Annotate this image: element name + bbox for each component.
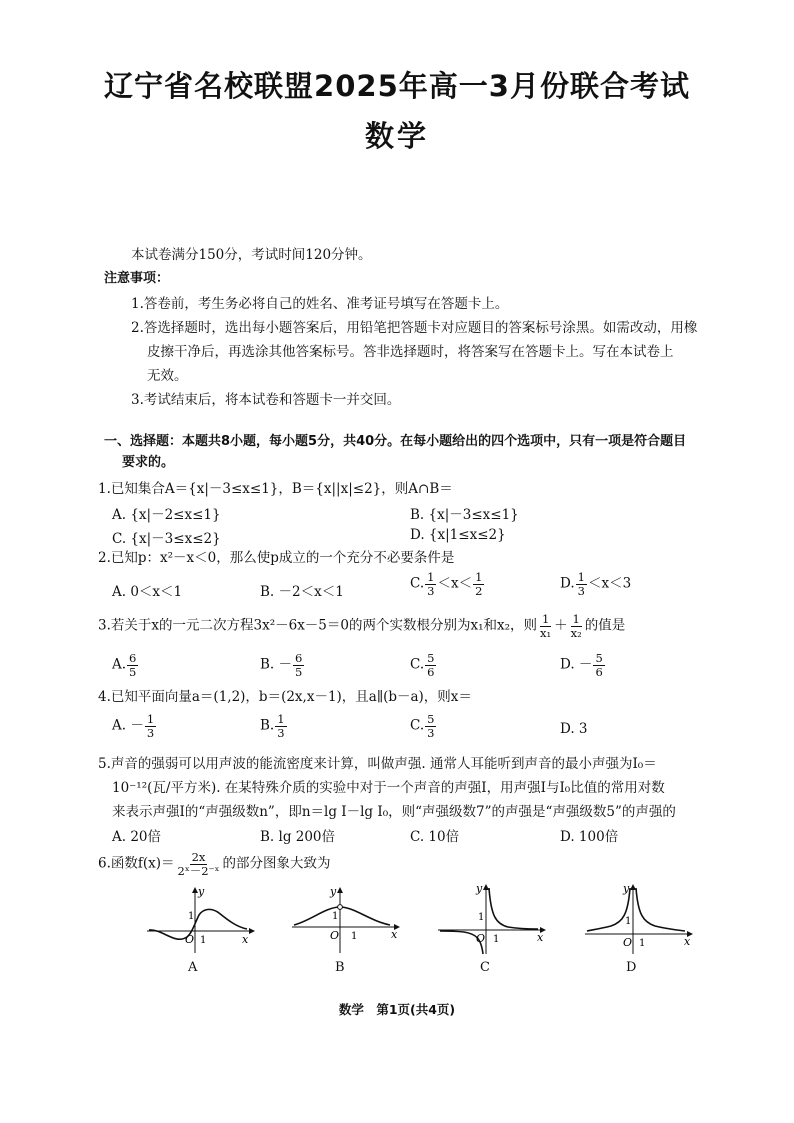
q3-a-den: 5: [129, 664, 137, 679]
q3-frac2-num: 1: [572, 612, 580, 626]
q3-d-frac: [593, 652, 604, 678]
q2-d-post: ＜x＜3: [587, 575, 632, 592]
graph-b-hole: [338, 905, 343, 910]
notice-2-cont: 皮擦干净后，再选涂其他答案标号。答非选择题时，将答案写在答题卡上。写在本试卷上: [147, 344, 674, 360]
graph-d-y-arrow: [630, 884, 636, 890]
q3-frac1-num: 1: [541, 612, 550, 626]
q4-b-num: 1: [277, 712, 285, 726]
q1-option-a: A. {x|－2≤x≤1}: [112, 507, 221, 523]
q3-a-label: A.: [112, 656, 127, 673]
q3-stem-post: 的值是: [584, 617, 626, 634]
q2-c-frac2-num: 1: [475, 570, 483, 584]
graph-c-right-branch: [489, 888, 538, 929]
q2-option-c: [410, 571, 485, 597]
q4-a-den: 3: [146, 725, 155, 740]
graph-d-y-one: 1: [625, 916, 632, 927]
q3-stem: [98, 613, 625, 639]
q2-c-mid: ＜x＜: [437, 575, 473, 592]
graph-a-y-label: y: [198, 885, 205, 898]
q2-d-label: D.: [560, 575, 575, 592]
q1-option-d: D. {x|1≤x≤2}: [410, 527, 506, 543]
q3-c-frac: [425, 652, 436, 678]
q3-frac1: [538, 613, 553, 639]
q6-frac-num: 2x: [191, 850, 206, 864]
graph-b-x-one: 1: [351, 931, 358, 942]
q2-stem: 2.已知p：x²－x＜0，那么使p成立的一个充分不必要条件是: [98, 550, 455, 566]
q3-option-a: [112, 652, 139, 678]
q2-d-frac-den: 3: [577, 583, 585, 598]
q4-b-den: 3: [277, 725, 285, 740]
q2-option-a: A. 0＜x＜1: [112, 584, 183, 600]
notice-3: 3.考试结束后，将本试卷和答题卡一并交回。: [131, 392, 401, 408]
q5-option-d: D. 100倍: [560, 829, 619, 845]
graph-a-x-arrow: [249, 928, 255, 934]
section-heading: 一、选择题：本题共8小题，每小题5分，共40分。在每小题给出的四个选项中，只有一项是符合题目: [104, 434, 687, 449]
q4-option-a: [112, 713, 157, 739]
q3-b-label: B. －: [260, 656, 293, 673]
graph-b-origin: O: [330, 929, 340, 942]
graph-a-x-label: x: [242, 933, 249, 946]
graph-d-label: D: [626, 960, 637, 975]
q3-frac2: [569, 613, 584, 639]
q2-c-frac1-num: 1: [427, 570, 435, 584]
graph-a-curve: [149, 909, 247, 939]
graph-c: [436, 882, 546, 956]
q3-c-den: 6: [427, 664, 435, 679]
q5-option-b: B. lg 200倍: [260, 829, 336, 845]
q5-line-2: 10⁻¹²(瓦/平方米). 在某特殊介质的实验中对于一个声音的声强I，用声强I与I₀比值的常用对数: [112, 780, 665, 796]
graph-a-x-one: 1: [200, 935, 207, 946]
graph-b-y-arrow: [337, 887, 343, 893]
q4-b-frac: [275, 713, 286, 739]
q1-option-b: B. {x|－3≤x≤1}: [410, 507, 519, 523]
q3-b-frac: [293, 652, 304, 678]
graph-c-x-label: x: [537, 931, 544, 944]
notice-2-end: 无效。: [147, 368, 188, 384]
graph-a: [145, 885, 255, 955]
q3-option-c: [410, 652, 437, 678]
q3-plus: ＋: [554, 617, 568, 634]
q5-line-1: 5.声音的强弱可以用声波的能流密度来计算，叫做声强. 通常人耳能听到声音的最小声强为I₀＝: [98, 756, 657, 772]
q3-frac1-den: x₁: [540, 625, 552, 640]
q3-frac2-den: x₂: [570, 625, 582, 640]
q3-c-num: 5: [427, 651, 435, 665]
q2-option-d: [560, 571, 631, 597]
graph-a-origin: O: [185, 933, 195, 946]
q1-option-c: C. {x|－3≤x≤2}: [112, 531, 221, 547]
q2-c-label: C.: [410, 575, 425, 592]
notice-2: 2.答选择题时，选出每小题答案后，用铅笔把答题卡对应题目的答案标号涂黑。如需改动，用橡: [131, 320, 698, 336]
q2-c-frac1: [425, 571, 436, 597]
intro-line: 本试卷满分150分，考试时间120分钟。: [131, 247, 372, 263]
graph-b-label: B: [335, 960, 345, 975]
q5-option-c: C. 10倍: [410, 829, 460, 845]
q3-a-frac: [127, 652, 138, 678]
graph-a-y-one: 1: [188, 911, 195, 922]
q2-c-frac2: [473, 571, 484, 597]
q4-a-num: 1: [146, 712, 155, 726]
q4-b-label: B.: [260, 717, 275, 734]
graph-d-origin: O: [623, 936, 633, 949]
exam-title: 辽宁省名校联盟2025年高一3月份联合考试: [104, 69, 690, 103]
q4-a-label: A. －: [112, 717, 144, 734]
q2-d-frac-num: 1: [577, 570, 585, 584]
graph-d-x-one: 1: [639, 938, 646, 949]
q4-option-b: [260, 713, 288, 739]
graph-c-y-arrow: [483, 884, 489, 890]
q5-option-a: A. 20倍: [112, 829, 162, 845]
q6-stem-pre: 6.函数f(x)＝: [98, 855, 175, 872]
q3-a-num: 6: [129, 651, 137, 665]
q5-line-3: 来表示声强I的“声强级数n”，即n＝lg I－lg I₀，则“声强级数7”的声强是“声强级数5”的声强的: [112, 804, 676, 820]
q2-d-frac: [576, 571, 587, 597]
q6-stem-post: 的部分图象大致为: [222, 855, 331, 872]
graph-c-x-one: 1: [493, 934, 500, 945]
section-heading-cont: 要求的。: [122, 455, 175, 470]
q4-c-den: 3: [427, 725, 435, 740]
q3-c-label: C.: [410, 656, 425, 673]
q3-d-label: D. －: [560, 656, 593, 673]
q4-option-d: D. 3: [560, 721, 588, 737]
q6-frac: [176, 851, 222, 877]
q3-b-num: 6: [295, 651, 303, 665]
graph-b-x-label: x: [391, 928, 398, 941]
subject-title: 数学: [364, 119, 429, 153]
graph-d-x-label: x: [684, 935, 691, 948]
graph-a-label: A: [188, 960, 198, 975]
q4-c-frac: [425, 713, 436, 739]
q4-option-c: [410, 713, 437, 739]
graph-d-y-label: y: [623, 882, 630, 895]
q2-option-b: B. －2＜x＜1: [260, 584, 344, 600]
q4-c-label: C.: [410, 717, 425, 734]
notice-1: 1.答卷前，考生务必将自己的姓名、准考证号填写在答题卡上。: [131, 296, 509, 312]
q3-stem-pre: 3.若关于x的一元二次方程3x²－6x－5＝0的两个实数根分别为x₁和x₂，则: [98, 617, 538, 634]
graph-b-y-label: y: [330, 885, 337, 898]
graph-c-label: C: [480, 960, 490, 975]
notice-heading: 注意事项：: [104, 271, 170, 286]
page-footer: 数学 第1页(共4页): [338, 1002, 456, 1017]
graph-c-y-one: 1: [478, 912, 485, 923]
graph-c-y-label: y: [476, 882, 483, 895]
graph-b-y-one: 1: [332, 911, 339, 922]
q3-option-b: [260, 652, 305, 678]
q2-c-frac1-den: 3: [427, 583, 435, 598]
q4-c-num: 5: [427, 712, 435, 726]
graph-c-origin: O: [476, 932, 486, 945]
graph-d-right-branch: [636, 888, 685, 931]
q2-c-frac2-den: 2: [475, 583, 483, 598]
graph-d: [583, 882, 693, 956]
q3-option-d: [560, 652, 606, 678]
q6-frac-den: 2ˣ－2⁻ˣ: [177, 863, 220, 878]
graph-b-curve: [294, 907, 390, 925]
q4-a-frac: [145, 713, 156, 739]
q4-stem: 4.已知平面向量a＝(1,2)，b＝(2x,x－1)，且a∥(b－a)，则x＝: [98, 689, 472, 705]
q3-d-num: 5: [595, 651, 603, 665]
q3-d-den: 6: [595, 664, 603, 679]
q3-b-den: 5: [295, 664, 303, 679]
q1-stem: 1.已知集合A＝{x|－3≤x≤1}，B＝{x||x|≤2}，则A∩B＝: [98, 481, 453, 497]
q6-stem: [98, 851, 330, 877]
graph-b: [290, 885, 400, 955]
